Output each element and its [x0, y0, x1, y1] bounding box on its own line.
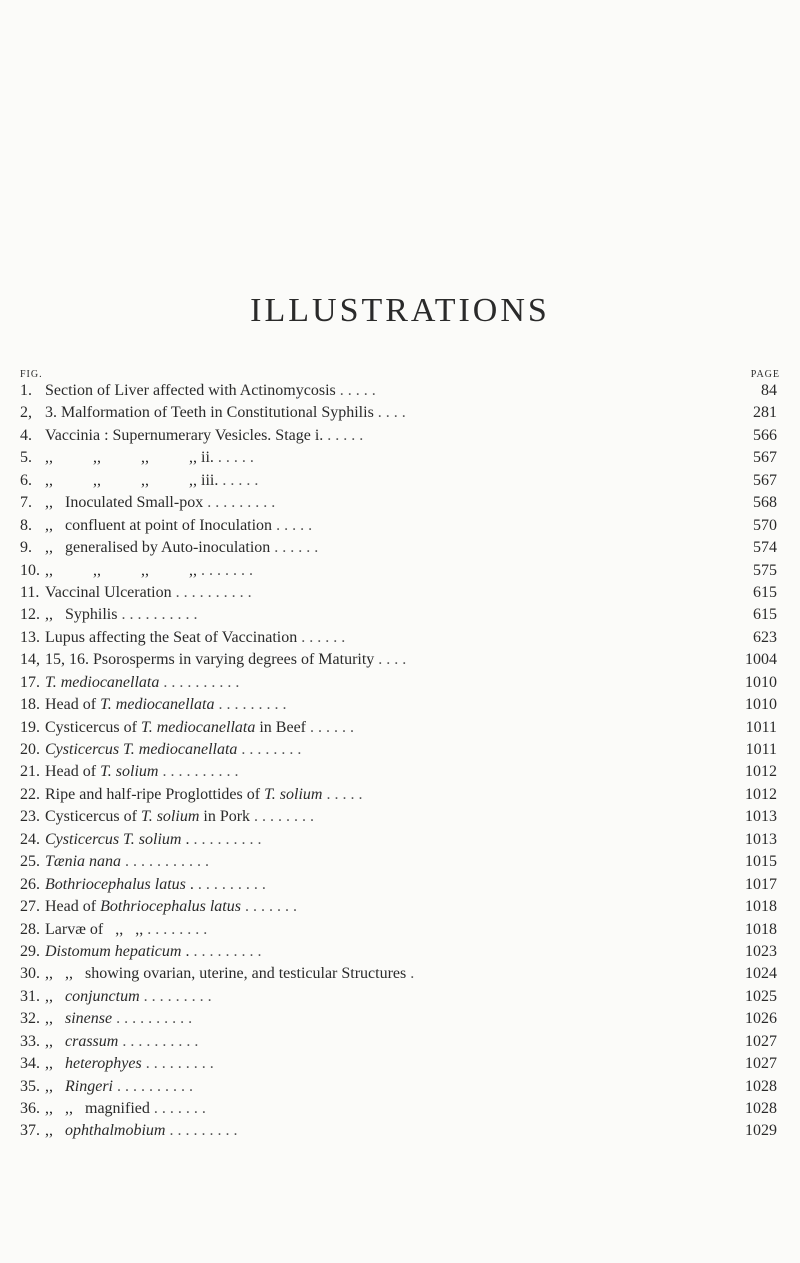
figure-number: 26.	[20, 875, 40, 893]
page-number: 84	[761, 382, 777, 399]
figure-number: 4.	[20, 426, 32, 444]
caption-text: T. mediocanellata	[100, 696, 215, 714]
dot-leader: . . . . . . .	[149, 1100, 206, 1117]
figure-caption	[45, 784, 716, 806]
caption-text: conjunctum	[65, 987, 140, 1005]
figure-number: 23.	[20, 808, 40, 826]
figure-number: 35.	[20, 1077, 40, 1095]
list-item	[0, 986, 800, 1008]
figure-caption	[45, 986, 716, 1008]
figure-caption	[45, 515, 716, 537]
list-item	[0, 470, 800, 492]
caption-text: crassum	[65, 1032, 119, 1050]
caption-text: Bothriocephalus latus	[45, 875, 186, 893]
caption-text: ,, ,, ,, ,, iii.	[45, 471, 219, 489]
list-item	[0, 896, 800, 918]
dot-leader: . . . . . . . . .	[141, 1055, 214, 1073]
dot-leader: . . . . .	[322, 785, 363, 803]
caption-text: ophthalmobium	[65, 1122, 166, 1140]
dot-leader: . . . . . . . . .	[189, 942, 262, 960]
caption-text: Cysticercus of	[45, 718, 141, 736]
figure-number: 27.	[20, 898, 40, 916]
fig-column-header: FIG.	[20, 369, 43, 380]
dot-leader: . . . . .	[218, 471, 259, 489]
caption-text: ,,	[45, 1010, 65, 1028]
figure-caption	[45, 1098, 716, 1120]
caption-text: Ringeri	[65, 1077, 113, 1095]
figure-caption	[45, 582, 716, 604]
figure-caption	[45, 919, 716, 941]
dot-leader: . . . . . . . . . .	[117, 606, 198, 624]
figure-number: 7.	[20, 494, 32, 512]
page-column-header: PAGE	[750, 369, 780, 380]
dot-leader: . . . .	[373, 404, 406, 422]
figure-caption	[45, 896, 716, 918]
list-item	[0, 1098, 800, 1120]
list-item	[0, 492, 800, 514]
figure-number: 1.	[20, 382, 32, 399]
figure-number: 25.	[20, 853, 40, 871]
caption-text: Lupus affecting the Seat of Vaccination	[45, 628, 298, 646]
dot-leader: . . . . .	[272, 516, 313, 534]
list-item	[0, 447, 800, 469]
caption-text: in Pork	[199, 808, 251, 826]
figure-number: 29.	[20, 942, 40, 960]
caption-text: ,, ,, magnified	[45, 1100, 150, 1117]
caption-text: Cysticercus T. mediocanellata	[45, 741, 238, 758]
figure-number: 21.	[20, 763, 40, 781]
figure-number: 14,	[20, 651, 40, 669]
figure-number: 28.	[20, 920, 40, 938]
page-number: 1013	[745, 808, 777, 826]
caption-text: ,,	[45, 1122, 65, 1140]
figure-caption	[45, 447, 716, 469]
page-number: 1029	[745, 1122, 777, 1140]
page-number: 1017	[745, 875, 777, 893]
list-item	[0, 784, 800, 806]
list-item	[0, 402, 800, 424]
figure-number: 34.	[20, 1055, 40, 1073]
page-number: 1018	[745, 898, 777, 916]
page-number: 1028	[745, 1077, 777, 1095]
page-number: 1010	[745, 696, 777, 714]
page-title: ILLUSTRATIONS	[250, 292, 550, 329]
figure-caption	[45, 806, 716, 828]
dot-leader: . . . . . . . . . .	[118, 1032, 199, 1050]
figure-caption	[45, 380, 716, 402]
page-number: 574	[753, 539, 777, 557]
caption-text: ,,	[45, 1077, 65, 1095]
dot-leader: . . . . . . . . .	[189, 830, 262, 848]
list-item	[0, 941, 800, 963]
figure-number: 31.	[20, 987, 40, 1005]
figure-number: 33.	[20, 1032, 40, 1050]
figure-number: 37.	[20, 1122, 40, 1140]
caption-text: heterophyes	[65, 1055, 142, 1073]
caption-text: ,, ,, ,, ,,	[45, 561, 197, 579]
page-number: 575	[753, 561, 777, 579]
dot-leader: . . . . . . .	[240, 898, 297, 916]
page-number: 1015	[745, 853, 777, 871]
page-number: 1010	[745, 673, 777, 691]
caption-text: ,, confluent at point of Inoculation	[45, 516, 273, 534]
list-item	[0, 649, 800, 671]
figure-number: 8.	[20, 516, 32, 534]
caption-text: Vaccinal Ulceration	[45, 583, 172, 601]
dot-leader: . . . . .	[323, 426, 364, 444]
illustrations-list	[0, 380, 800, 1143]
dot-leader: . . . . .	[213, 449, 254, 467]
page-number: 615	[753, 583, 777, 601]
caption-text: ,, Syphilis	[45, 606, 118, 624]
page-number: 1004	[745, 651, 777, 669]
list-item	[0, 380, 800, 402]
page-number: 570	[753, 516, 777, 534]
figure-caption	[45, 739, 716, 761]
dot-leader: . . . . . . . . .	[193, 875, 266, 893]
list-item	[0, 582, 800, 604]
list-item	[0, 829, 800, 851]
figure-number: 13.	[20, 628, 40, 646]
dot-leader: . . . . . . . . . .	[112, 1010, 193, 1028]
dot-leader: . . . . .	[335, 382, 376, 399]
list-item	[0, 761, 800, 783]
page-number: 1018	[745, 920, 777, 938]
dot-leader: . . . . . .	[306, 718, 354, 736]
caption-text: sinense	[65, 1010, 113, 1028]
figure-caption	[45, 1031, 716, 1053]
figure-caption	[45, 672, 716, 694]
figure-caption	[45, 537, 716, 559]
page-number: 1023	[745, 942, 777, 960]
page-number: 567	[753, 471, 777, 489]
caption-text: ,,	[45, 1055, 65, 1073]
list-item	[0, 537, 800, 559]
dot-leader: . . . . . . . . . .	[159, 673, 240, 691]
dot-leader: . . . . . .	[297, 628, 346, 646]
figure-number: 36.	[20, 1100, 40, 1117]
caption-text: Cysticercus T. solium	[45, 830, 182, 848]
figure-number: 10.	[20, 561, 40, 579]
figure-number: 6.	[20, 471, 32, 489]
dot-leader: . . . . . . . . . .	[113, 1077, 193, 1095]
page-number: 567	[753, 449, 777, 467]
list-item	[0, 694, 800, 716]
figure-caption	[45, 941, 716, 963]
page-number: 566	[753, 426, 777, 444]
list-item	[0, 1031, 800, 1053]
caption-text: Head of	[45, 898, 101, 916]
page-number: 568	[753, 494, 777, 512]
figure-number: 2,	[20, 404, 32, 422]
list-item	[0, 515, 800, 537]
list-item	[0, 806, 800, 828]
list-item	[0, 874, 800, 896]
caption-text: T. solium	[140, 808, 200, 826]
figure-number: 19.	[20, 718, 40, 736]
list-item	[0, 851, 800, 873]
figure-caption	[45, 492, 716, 514]
list-item	[0, 919, 800, 941]
dot-leader: .	[406, 965, 415, 983]
caption-text: Distomum hepaticum	[45, 942, 182, 960]
caption-text: in Beef	[255, 718, 306, 736]
list-item	[0, 1120, 800, 1142]
figure-number: 20.	[20, 741, 40, 758]
figure-caption	[45, 649, 716, 671]
dot-leader: . . . . . . . . .	[165, 1122, 238, 1140]
caption-text: Larvæ of ,, ,,	[45, 920, 144, 938]
figure-caption	[45, 402, 716, 424]
dot-leader: . . . . . . . . . .	[158, 763, 239, 781]
figure-number: 12.	[20, 606, 40, 624]
caption-text: Head of	[45, 696, 101, 714]
figure-caption	[45, 829, 716, 851]
figure-number: 32.	[20, 1010, 40, 1028]
figure-caption	[45, 627, 716, 649]
caption-text: .	[181, 830, 190, 848]
page-number: 615	[753, 606, 777, 624]
figure-caption	[45, 425, 716, 447]
page-number: 281	[753, 404, 777, 422]
figure-caption	[45, 560, 716, 582]
caption-text: ,, ,, ,, ,, ii.	[45, 449, 214, 467]
caption-text: .	[185, 875, 194, 893]
list-item	[0, 425, 800, 447]
caption-text: ,, generalised by Auto-inoculation	[45, 539, 271, 557]
figure-caption	[45, 604, 716, 626]
page-number: 1011	[745, 741, 777, 758]
figure-number: 18.	[20, 696, 40, 714]
list-item	[0, 1053, 800, 1075]
dot-leader: . . . . . .	[270, 539, 319, 557]
page-number: 1025	[745, 987, 777, 1005]
figure-caption	[45, 1053, 716, 1075]
list-item	[0, 963, 800, 985]
caption-text: Section of Liver affected with Actinomycosis	[45, 382, 336, 399]
caption-text: ,,	[45, 987, 65, 1005]
list-item	[0, 672, 800, 694]
page-number: 1024	[745, 965, 777, 983]
list-item	[0, 1008, 800, 1030]
figure-number: 22.	[20, 785, 40, 803]
figure-caption	[45, 694, 716, 716]
caption-text: .	[181, 942, 190, 960]
caption-text: T. solium	[264, 785, 323, 803]
dot-leader: . . . . . . . .	[237, 741, 302, 758]
caption-text: 3. Malformation of Teeth in Constitutional Syphilis	[45, 404, 374, 422]
caption-text: ,,	[45, 1032, 65, 1050]
page-number: 1012	[745, 763, 777, 781]
page-number: 1011	[745, 718, 777, 736]
figure-caption	[45, 963, 716, 985]
dot-leader: . . . . . . . .	[143, 920, 208, 938]
figure-caption	[45, 1076, 716, 1098]
page-number: 623	[753, 628, 777, 646]
page-number: 1012	[745, 785, 777, 803]
figure-number: 5.	[20, 449, 32, 467]
caption-text: Tænia nana	[45, 853, 122, 871]
caption-text: T. mediocanellata	[45, 673, 160, 691]
page-number: 1026	[745, 1010, 777, 1028]
caption-text: 15, 16. Psorosperms in varying degrees of Maturity	[45, 651, 375, 669]
caption-text: ,, ,, showing ovarian, uterine, and testicular Structures	[45, 965, 407, 983]
page-number: 1028	[745, 1100, 777, 1117]
caption-text: T. mediocanellata	[140, 718, 256, 736]
figure-caption	[45, 1120, 716, 1142]
caption-text: Cysticercus of	[45, 808, 141, 826]
dot-leader: . . . .	[374, 651, 407, 669]
list-item	[0, 604, 800, 626]
caption-text: Head of	[45, 763, 101, 781]
dot-leader: . . . . . . . .	[250, 808, 315, 826]
dot-leader: . . . . . . . . . . .	[121, 853, 210, 871]
caption-text: Vaccinia : Supernumerary Vesicles. Stage i.	[45, 426, 324, 444]
figure-caption	[45, 470, 716, 492]
caption-text: Ripe and half-ripe Proglottides of	[45, 785, 265, 803]
figure-number: 9.	[20, 539, 32, 557]
figure-number: 24.	[20, 830, 40, 848]
dot-leader: . . . . . . . . .	[203, 494, 276, 512]
list-item	[0, 560, 800, 582]
figure-number: 30.	[20, 965, 40, 983]
list-item	[0, 1076, 800, 1098]
page-number: 1027	[745, 1055, 777, 1073]
figure-number: 11.	[20, 583, 40, 601]
page-number: 1027	[745, 1032, 777, 1050]
list-item	[0, 627, 800, 649]
figure-number: 17.	[20, 673, 40, 691]
dot-leader: . . . . . . .	[197, 561, 253, 579]
page-number: 1013	[745, 830, 777, 848]
list-item	[0, 717, 800, 739]
list-item	[0, 739, 800, 761]
caption-text: ,, Inoculated Small-pox	[45, 494, 204, 512]
dot-leader: . . . . . . . . .	[139, 987, 212, 1005]
figure-caption	[45, 717, 716, 739]
figure-caption	[45, 1008, 716, 1030]
dot-leader: . . . . . . . . . .	[171, 583, 252, 601]
figure-caption	[45, 874, 716, 896]
figure-caption	[45, 761, 716, 783]
caption-text: T. solium	[100, 763, 159, 781]
figure-caption	[45, 851, 716, 873]
caption-text: Bothriocephalus latus	[100, 898, 241, 916]
dot-leader: . . . . . . . . .	[214, 696, 287, 714]
